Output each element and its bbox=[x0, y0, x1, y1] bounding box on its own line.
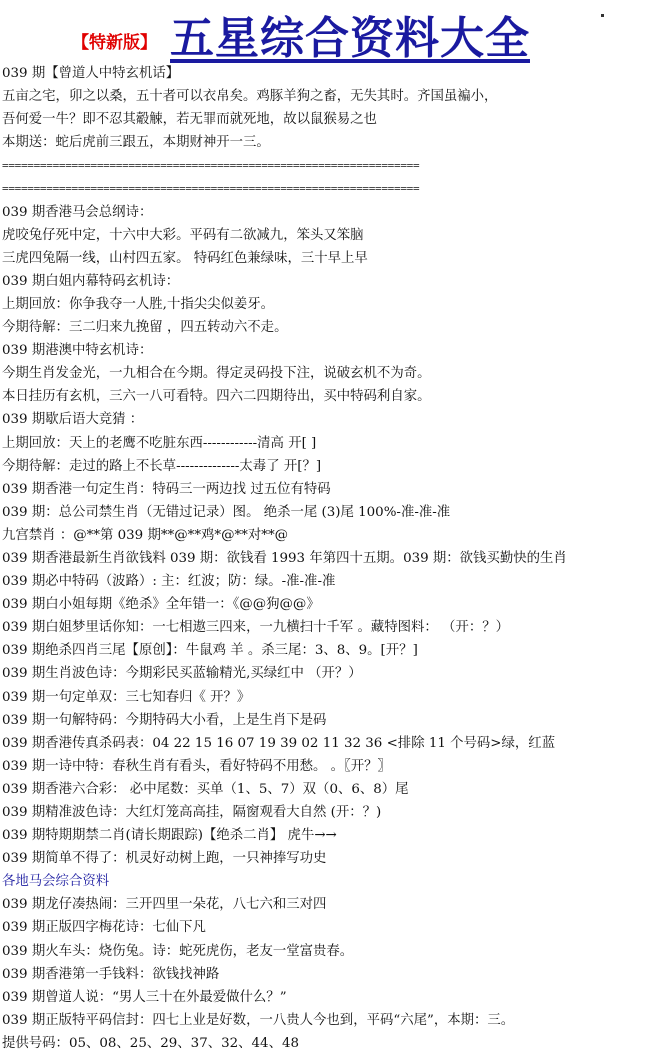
text-line: 039 期香港传真杀码表：04 22 15 16 07 19 39 02 11 32 36 <排除 11 个号码>绿，红蓝 bbox=[2, 735, 556, 751]
text-line: 039 期白姐内幕特码玄机诗： bbox=[2, 273, 180, 289]
text-line: 今期生肖发金光，一九相合在今期。得定灵码投下注，说破玄机不为奇。 bbox=[2, 366, 431, 382]
text-line: 039 期简单不得了：机灵好动树上跑，一只神捧写功史 bbox=[2, 851, 327, 867]
separator-line: ================================================================== bbox=[2, 182, 420, 196]
text-line: 039 期香港一句定生肖：特码三一两边找 过五位有特码 bbox=[2, 481, 331, 497]
text-line: 039 期精准波色诗：大红灯笼高高挂，隔窗观看大自然 (开：？) bbox=[2, 805, 382, 820]
text-line: 本期送：蛇后虎前三跟五，本期财神开一三。 bbox=[2, 135, 270, 151]
text-line: 039 期必中特码（波路）: 主：红波；防：绿。-准-准-准 bbox=[2, 574, 336, 590]
text-line: 039 期火车头：烧伤兔。诗：蛇死虎伤，老友一堂富贵春。 bbox=[2, 943, 354, 959]
text-line: 039 期特期期禁二肖(请长期跟踪)【绝杀二肖】 虎牛→→ bbox=[2, 828, 337, 844]
text-line: 039 期香港六合彩： 必中尾数：买单（1、5、7）双（0、6、8）尾 bbox=[2, 781, 409, 797]
text-line: 039 期一句定单双：三七知春归《 开？》 bbox=[2, 689, 251, 705]
text-line: 吾何爱一牛？即不忍其觳觫，若无罪而就死地，故以鼠猴易之也 bbox=[2, 112, 377, 128]
text-line: 提供号码：05、08、25、29、37、32、44、48 bbox=[2, 1035, 299, 1051]
text-line: 本日挂历有玄机，三六一八可看特。四六二四期待出，买中特码利自家。 bbox=[2, 389, 431, 405]
document-header bbox=[0, 0, 648, 62]
text-line: 039 期香港第一手钱料：欲钱找神路 bbox=[2, 966, 220, 982]
edge-mark bbox=[601, 14, 604, 17]
text-line: 039 期香港马会总纲诗： bbox=[2, 204, 153, 220]
document-body bbox=[2, 62, 646, 1055]
text-line: 039 期歇后语大竞猜 ： bbox=[2, 412, 144, 428]
text-line: 039 期香港最新生肖欲钱料 039 期：欲钱看 1993 年第四十五期。039 期：欲钱买勤快的生肖 bbox=[2, 550, 567, 566]
text-line: 039 期港澳中特玄机诗： bbox=[2, 343, 153, 359]
text-line: 039 期白小姐每期《绝杀》全年错一：《@@狗@@》 bbox=[2, 597, 320, 613]
text-line: 039 期【曾道人中特玄机话】 bbox=[2, 66, 180, 81]
separator-line: ================================================================== bbox=[2, 159, 420, 173]
text-line: 上期回放：你争我夺一人胜,十指尖尖似姜牙。 bbox=[2, 296, 275, 312]
text-line: 039 期龙仔凑热闹：三开四里一朵花，八七六和三对四 bbox=[2, 897, 327, 913]
section-heading: 各地马会综合资料 bbox=[2, 874, 110, 890]
text-line: 今期待解：走过的路上不长草--------------太毒了 开[？] bbox=[2, 458, 322, 474]
text-line: 039 期正版四字梅花诗：七仙下凡 bbox=[2, 920, 206, 936]
text-line: 九宫禁肖 ：@**第 039 期**@**鸡*@**对**@ bbox=[2, 527, 289, 543]
page-title: 五星综合资料大全 bbox=[170, 13, 530, 64]
text-line: 039 期正版特平码信封：四七上业是好数，一八贵人今也到，平码“六尾”，本期：三。 bbox=[2, 1012, 515, 1028]
text-line: 039 期一句解特码：今期特码大小看，上是生肖下是码 bbox=[2, 712, 327, 728]
text-line: 今期待解：三二归来九挽留 ，四五转动六不走。 bbox=[2, 320, 288, 336]
text-line: 虎咬兔仔死中定，十六中大彩。平码有二欲减九，笨头又笨脑 bbox=[2, 227, 364, 243]
text-line: 三虎四兔隔一线，山村四五家。 特码红色兼绿味，三十早上早 bbox=[2, 250, 368, 266]
text-line: 上期回放：天上的老鹰不吃脏东西------------清高 开[ ] bbox=[2, 435, 317, 451]
text-line: 039 期一诗中特：春秋生肖有看头，看好特码不用愁。 。〖开？〗 bbox=[2, 758, 391, 774]
text-line: 039 期白姐梦里话你知：一七相遨三四来，一九横扫十千军 。藏特图料： （开：？） bbox=[2, 620, 509, 636]
text-line: 039 期：总公司禁生肖（无错过记录）图。 绝杀一尾 (3)尾 100%-准-准-准 bbox=[2, 504, 451, 520]
text-line: 五亩之宅，卯之以桑，五十者可以衣帛矣。鸡豚羊狗之畜，无失其时。齐国虽褊小， bbox=[2, 89, 498, 105]
text-line: 039 期绝杀四肖三尾【原创】：牛鼠鸡 羊 。杀三尾：3、8、9。[开？] bbox=[2, 643, 418, 659]
text-line: 039 期生肖波色诗：今期彩民买蓝输精光,买绿红中 （开？） bbox=[2, 666, 362, 682]
edition-tag: 【特新版】 bbox=[72, 33, 157, 53]
text-line: 039 期曾道人说：“男人三十在外最爱做什么？” bbox=[2, 989, 287, 1005]
